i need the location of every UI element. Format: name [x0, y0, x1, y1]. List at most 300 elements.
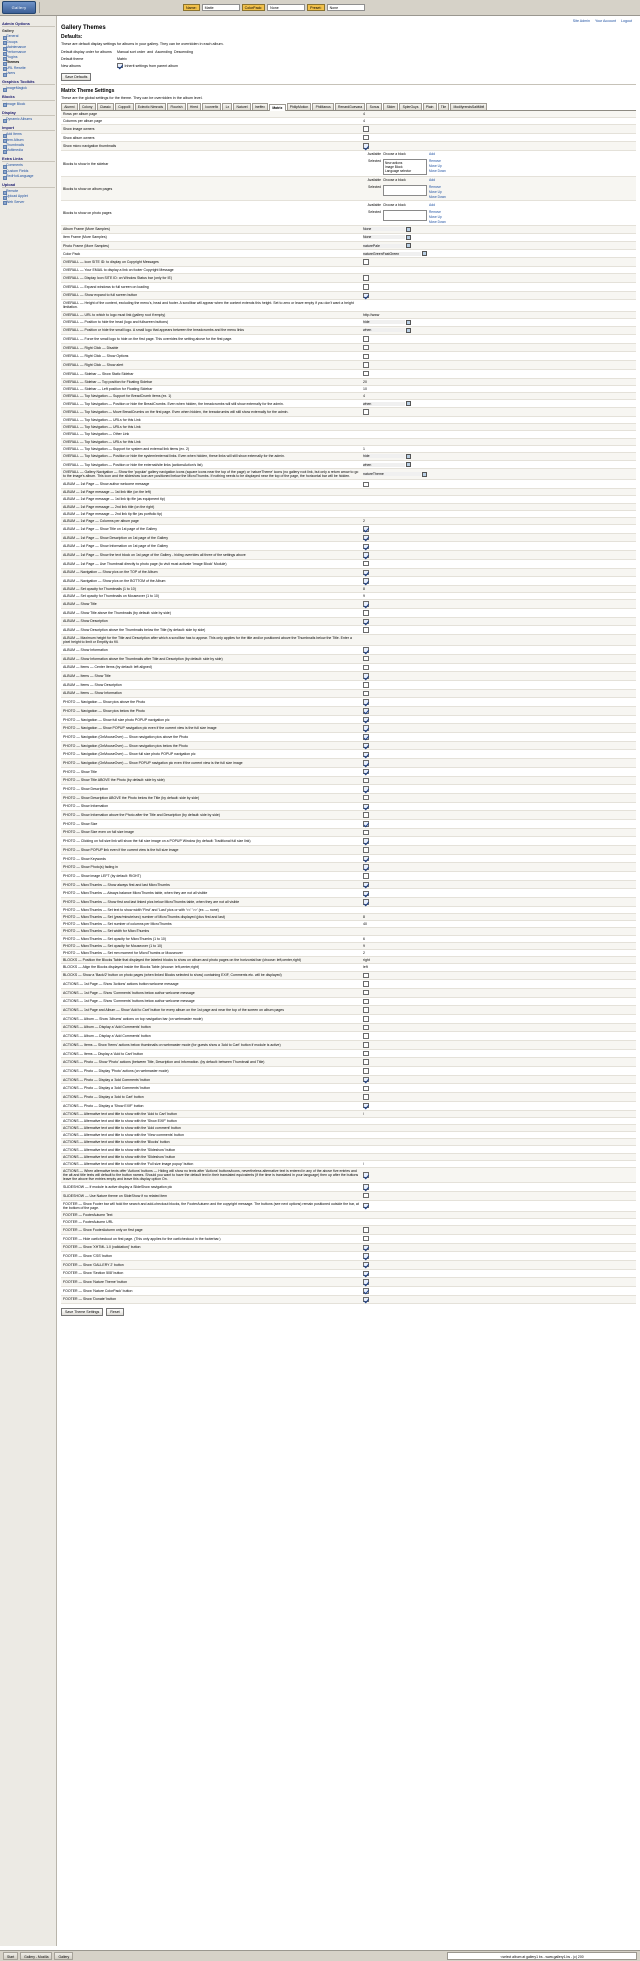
setting-text-input[interactable]: right [363, 958, 370, 963]
setting-row [61, 626, 636, 635]
block-remove-link[interactable]: Remove [429, 209, 441, 214]
tab-classic[interactable]: Classic [97, 103, 114, 110]
sidebar-heading-display: Display [2, 110, 55, 116]
setting-select[interactable]: hide [363, 320, 405, 324]
chevron-down-icon[interactable] [406, 462, 411, 467]
list-item[interactable]: Language selector [385, 169, 412, 174]
sidebar-item-redhotlanguage[interactable]: RedHotLanguage [2, 174, 55, 179]
setting-control-cell [361, 1093, 636, 1102]
setting-checkbox[interactable] [363, 284, 369, 290]
setting-row [61, 585, 636, 592]
tab-lx[interactable]: Lx [222, 103, 232, 110]
setting-checkbox[interactable] [363, 293, 369, 299]
setting-label: OVERALL — Top Navigation — URLs for this Link [61, 424, 361, 431]
setting-checkbox[interactable] [363, 552, 369, 558]
tab-eclectic-nimrods[interactable]: Eclectic Nimrods [135, 103, 167, 110]
chevron-down-icon[interactable] [406, 320, 411, 325]
setting-control-cell [361, 1295, 636, 1304]
setting-checkbox[interactable] [363, 838, 369, 844]
setting-text-input[interactable]: 20 [363, 379, 367, 384]
setting-checkbox[interactable] [363, 354, 369, 360]
sidebar-item-plugins[interactable]: Plugins [2, 55, 55, 60]
setting-text-input[interactable]: left [363, 965, 368, 970]
setting-checkbox[interactable] [363, 1193, 369, 1199]
setting-checkbox[interactable] [363, 362, 369, 368]
link-site-admin[interactable]: Site Admin [572, 19, 590, 23]
setting-text-input[interactable]: 9 [363, 594, 365, 599]
chevron-down-icon[interactable] [422, 251, 427, 256]
setting-row [61, 300, 636, 311]
setting-checkbox[interactable] [363, 578, 369, 584]
setting-row [61, 1269, 636, 1278]
setting-select[interactable]: natureGreenFastGreen [363, 252, 421, 256]
setting-checkbox[interactable] [363, 526, 369, 532]
link-your-account[interactable]: Your Account [594, 19, 616, 23]
setting-checkbox[interactable] [363, 1262, 369, 1268]
setting-control-cell [361, 1101, 636, 1110]
tab-colony[interactable]: Colony [79, 103, 96, 110]
colorpack-label: ColorPack: [242, 4, 266, 11]
sidebar-item-themes[interactable]: Themes [2, 60, 55, 65]
setting-control-cell [361, 811, 636, 820]
sidebar-item-maintenance[interactable]: Maintenance [2, 45, 55, 50]
available-blocks-select[interactable]: Choose a block [383, 152, 406, 157]
setting-checkbox[interactable] [363, 760, 369, 766]
setting-control-cell [361, 971, 636, 980]
setting-label: ACTIONS — Alternative text and title to show with the 'Add comment' button [61, 1124, 361, 1131]
setting-select[interactable]: when [363, 402, 405, 406]
block-remove-link[interactable]: Remove [429, 159, 441, 164]
taskbar-window-gallery[interactable]: Gallery [54, 1952, 73, 1960]
setting-checkbox[interactable] [363, 673, 369, 679]
setting-checkbox[interactable] [363, 610, 369, 616]
setting-checkbox[interactable] [363, 682, 369, 688]
add-block-button[interactable]: Add [429, 178, 436, 183]
block-move-down-link[interactable]: Move Down [429, 169, 446, 174]
setting-control-cell [361, 274, 636, 283]
setting-row [61, 1132, 636, 1139]
block-move-down-link[interactable]: Move Down [429, 219, 446, 224]
sidebar-item-add-items[interactable]: Add Items [2, 132, 55, 137]
setting-label: ALBUM — 1st Page message — 1st link title (on the left) [61, 489, 361, 496]
setting-text-input[interactable]: 1 [363, 446, 365, 451]
setting-row [61, 793, 636, 802]
sidebar-item-users[interactable]: Users [2, 71, 55, 76]
setting-control-cell [361, 510, 636, 517]
tab-alumni[interactable]: Alumni [61, 103, 78, 110]
setting-label: ACTIONS — Photo — Show 'Photo' actions (between Title, Description and Information. (by default: between Thumbnail and Title) [61, 1058, 361, 1067]
available-blocks-select[interactable]: Choose a block [383, 202, 406, 207]
setting-checkbox[interactable] [363, 1236, 369, 1242]
setting-control-cell [361, 1139, 636, 1146]
setting-text-input[interactable]: 9 [363, 943, 365, 948]
save-theme-settings-button[interactable]: Save Theme Settings [61, 1308, 103, 1316]
setting-checkbox[interactable] [363, 345, 369, 351]
setting-checkbox[interactable] [363, 990, 369, 996]
setting-checkbox[interactable] [363, 656, 369, 662]
setting-row [61, 551, 636, 560]
setting-control-cell [361, 416, 636, 423]
tab-plain[interactable]: Plain [423, 103, 437, 110]
tab-iconrefix[interactable]: Iconrefix [202, 103, 221, 110]
block-remove-link[interactable]: Remove [429, 185, 441, 190]
taskbar-start-button[interactable]: Start [3, 1952, 18, 1960]
setting-checkbox[interactable] [363, 259, 369, 265]
setting-label: ALBUM — Navigation — Show pics on the TOP of the Album [61, 568, 361, 577]
setting-row [61, 142, 636, 151]
setting-row [61, 1117, 636, 1124]
tab-tile[interactable]: Tile [438, 103, 450, 110]
sidebar-item-image-block[interactable]: Image Block [2, 102, 55, 107]
setting-control-cell [361, 672, 636, 681]
setting-select[interactable]: None [363, 235, 405, 239]
order-direction-ascending[interactable]: Ascending [155, 50, 172, 55]
list-item[interactable]: New actions [385, 161, 403, 166]
tab-splerguys[interactable]: SplerGuys [399, 103, 421, 110]
setting-label: SLIDESHOW — If module is active display a SlideShow navigation pic [61, 1183, 361, 1192]
setting-checkbox[interactable] [363, 981, 369, 987]
setting-checkbox[interactable] [363, 1288, 369, 1294]
block-move-up-link[interactable]: Move Up [429, 190, 442, 195]
setting-row [61, 1191, 636, 1200]
setting-checkbox[interactable] [363, 1297, 369, 1303]
setting-control-cell [361, 438, 636, 445]
setting-label: FOOTER — Hide cart/checkout on first page. (This only applies for the cart/checkout in the footerbar.) [61, 1234, 361, 1243]
setting-checkbox[interactable] [363, 691, 369, 697]
setting-checkbox[interactable] [363, 708, 369, 714]
setting-control-cell [361, 964, 636, 971]
setting-control-cell [361, 1191, 636, 1200]
setting-checkbox[interactable] [363, 1271, 369, 1277]
sidebar-item-multimedia[interactable]: Multimedia [2, 148, 55, 153]
setting-text-input[interactable]: 4 [363, 393, 365, 398]
gallery-logo: Gallery [2, 1, 36, 14]
setting-checkbox[interactable] [363, 769, 369, 775]
setting-checkbox[interactable] [363, 864, 369, 870]
setting-checkbox[interactable] [363, 1016, 369, 1022]
setting-select[interactable]: when [363, 328, 405, 332]
add-block-button[interactable]: Add [429, 202, 436, 207]
setting-row [61, 400, 636, 408]
setting-text-input[interactable]: 2 [363, 518, 365, 523]
chevron-down-icon[interactable] [422, 472, 427, 477]
sidebar-item-remote[interactable]: Remote [2, 189, 55, 194]
save-defaults-button[interactable]: Save Defaults [61, 73, 91, 81]
setting-checkbox[interactable] [363, 812, 369, 818]
setting-text-input[interactable]: 6 [363, 936, 365, 941]
setting-checkbox[interactable] [363, 699, 369, 705]
setting-control-cell [361, 741, 636, 750]
setting-checkbox[interactable] [363, 1077, 369, 1083]
setting-control-cell [361, 1160, 636, 1167]
colorpack-input[interactable]: None [267, 4, 305, 11]
chevron-down-icon[interactable] [406, 235, 411, 240]
setting-checkbox[interactable] [363, 336, 369, 342]
setting-text-input[interactable]: 40 [363, 922, 367, 927]
setting-row [61, 1211, 636, 1218]
setting-row [61, 503, 636, 510]
setting-label: ALBUM — 1st Page — Use Thumbnail directly to photo page (to visit must activate 'Image Block' Module) [61, 559, 361, 568]
list-item[interactable]: Image Block [385, 165, 403, 170]
selected-label: Selected [368, 209, 381, 214]
setting-checkbox[interactable] [363, 1094, 369, 1100]
setting-checkbox[interactable] [363, 1103, 369, 1109]
preset-input[interactable]: None [327, 4, 365, 11]
setting-checkbox[interactable] [363, 143, 369, 149]
setting-checkbox[interactable] [363, 743, 369, 749]
setting-label: OVERALL — Height of the content, excluding the menu's, head and footer. A scrollbar will appear when the content extends this height. Set to zero or leave empty if you don't want a height limitation. [61, 300, 361, 311]
setting-control-cell [361, 542, 636, 551]
add-block-button[interactable]: Add [429, 152, 436, 157]
setting-row [61, 1006, 636, 1015]
setting-label: ALBUM — 1st Page — Show author welcome message [61, 480, 361, 489]
setting-row [61, 361, 636, 370]
setting-row [61, 424, 636, 431]
block-move-up-link[interactable]: Move Up [429, 164, 442, 169]
tab-naturel[interactable]: Naturel [233, 103, 250, 110]
setting-select[interactable]: when [363, 463, 405, 467]
sidebar-item-imagemagick[interactable]: ImageMagick [2, 86, 55, 91]
setting-checkbox[interactable] [363, 1253, 369, 1259]
setting-control-cell [361, 408, 636, 417]
setting-label: Color Pack [61, 250, 361, 258]
setting-checkbox[interactable] [363, 409, 369, 415]
setting-checkbox[interactable] [363, 778, 369, 784]
setting-label: FOOTER — Show 'GALLERY 2' button [61, 1260, 361, 1269]
default-display-order-label: Default display order for albums [61, 50, 112, 55]
setting-row [61, 715, 636, 724]
setting-row [61, 593, 636, 600]
setting-checkbox[interactable] [363, 482, 369, 488]
setting-control-cell [361, 698, 636, 707]
block-move-up-link[interactable]: Move Up [429, 214, 442, 219]
tab-hired[interactable]: Hired [187, 103, 201, 110]
setting-checkbox[interactable] [363, 1068, 369, 1074]
setting-label: ACTIONS — Photo — Display a 'Add to Cart' button [61, 1093, 361, 1102]
setting-checkbox[interactable] [363, 999, 369, 1005]
default-theme-select[interactable]: Matrix [117, 56, 127, 61]
new-albums-checkbox[interactable] [117, 63, 123, 69]
setting-label: SLIDESHOW — Use Nature theme on SlideShow if no related item [61, 1191, 361, 1200]
setting-checkbox[interactable] [363, 847, 369, 853]
chevron-down-icon[interactable] [406, 227, 411, 232]
setting-text-input[interactable]: http://www [363, 312, 380, 317]
setting-checkbox[interactable] [363, 1007, 369, 1013]
setting-control-cell [361, 517, 636, 524]
setting-checkbox[interactable] [363, 544, 369, 550]
tab-slider[interactable]: Slider [383, 103, 398, 110]
selected-blocks-list[interactable] [383, 159, 427, 175]
sidebar-item-performance[interactable]: Performance [2, 50, 55, 55]
setting-checkbox[interactable] [363, 821, 369, 827]
setting-row [61, 461, 636, 469]
setting-control-cell [361, 125, 636, 134]
setting-row [61, 880, 636, 889]
setting-text-input[interactable]: 10 [363, 386, 367, 391]
setting-checkbox[interactable] [363, 1086, 369, 1092]
tab-renardguevara[interactable]: RenardGuevara [335, 103, 366, 110]
order-direction-descending[interactable]: Descending [173, 50, 193, 55]
setting-text-input[interactable]: 4 [363, 111, 365, 116]
block-move-down-link[interactable]: Move Down [429, 195, 446, 200]
blocks-selector [363, 203, 634, 224]
sidebar-item-url-rewrite[interactable]: URL Rewrite [2, 66, 55, 71]
setting-select[interactable]: hide [363, 454, 405, 458]
tab-flourish[interactable]: Flourish [167, 103, 185, 110]
tab-matrix[interactable]: Matrix [269, 104, 285, 111]
setting-checkbox[interactable] [363, 275, 369, 281]
setting-checkbox[interactable] [363, 830, 369, 836]
setting-select[interactable]: natureTheme [363, 472, 421, 476]
sidebar-item-web-server[interactable]: Web Server [2, 200, 55, 205]
setting-label: OVERALL — Force the small logo to hide on the first page. This overrides the setting above for the first page. [61, 335, 361, 344]
available-blocks-select[interactable]: Choose a block [383, 178, 406, 183]
tab-philipmotion[interactable]: PhilipMotion [287, 103, 312, 110]
setting-checkbox[interactable] [363, 873, 369, 879]
setting-checkbox[interactable] [363, 1184, 369, 1190]
setting-control-cell [361, 654, 636, 663]
chevron-down-icon[interactable] [406, 454, 411, 459]
setting-text-input[interactable]: / [363, 1111, 364, 1116]
sidebar-heading-extra-links: Extra Links [2, 156, 55, 162]
setting-checkbox[interactable] [363, 126, 369, 132]
setting-row [61, 1183, 636, 1192]
setting-select[interactable]: None [363, 227, 405, 231]
setting-checkbox[interactable] [363, 725, 369, 731]
link-logout[interactable]: Logout [621, 19, 632, 23]
tab-ineffex[interactable]: Ineffex [252, 103, 269, 110]
setting-checkbox[interactable] [363, 627, 369, 633]
sidebar-item-groups[interactable]: Groups [2, 40, 55, 45]
setting-checkbox[interactable] [363, 752, 369, 758]
setting-checkbox[interactable] [363, 535, 369, 541]
tab-coppolli[interactable]: Coppolli [115, 103, 134, 110]
divider [61, 84, 636, 85]
page-title: Gallery Themes [61, 25, 106, 31]
setting-control-cell [361, 957, 636, 964]
selected-blocks-list[interactable] [383, 210, 427, 221]
setting-checkbox[interactable] [363, 734, 369, 740]
setting-row [61, 776, 636, 785]
setting-checkbox[interactable] [363, 891, 369, 897]
sidebar-item-thumbnails[interactable]: Thumbnails [2, 143, 55, 148]
setting-checkbox[interactable] [363, 665, 369, 671]
setting-control-cell [361, 707, 636, 716]
setting-checkbox[interactable] [363, 1172, 369, 1178]
chevron-down-icon[interactable] [406, 243, 411, 248]
order-conjunction-label: and [147, 50, 154, 55]
setting-checkbox[interactable] [363, 619, 369, 625]
setting-checkbox[interactable] [363, 1051, 369, 1057]
setting-checkbox[interactable] [363, 1227, 369, 1233]
setting-row [61, 510, 636, 517]
selected-blocks-list[interactable] [383, 185, 427, 196]
setting-checkbox[interactable] [363, 856, 369, 862]
setting-row [61, 957, 636, 964]
chevron-down-icon[interactable] [406, 328, 411, 333]
setting-row [61, 431, 636, 438]
setting-control-cell [361, 496, 636, 503]
name-input[interactable]: Matte [202, 4, 240, 11]
setting-checkbox[interactable] [363, 1279, 369, 1285]
setting-label: OVERALL — Your EMAIL to display a link on footer Copyright Message [61, 267, 361, 274]
setting-checkbox[interactable] [363, 601, 369, 607]
setting-control-cell [361, 1211, 636, 1218]
setting-control-cell [361, 819, 636, 828]
setting-text-input[interactable]: 8 [363, 586, 365, 591]
default-display-order-select[interactable]: Manual sort order [117, 50, 146, 55]
taskbar-window-mozilla[interactable]: Gallery - Mozilla [20, 1952, 52, 1960]
setting-control-cell [361, 1075, 636, 1084]
setting-checkbox[interactable] [363, 1059, 369, 1065]
setting-checkbox[interactable] [363, 973, 369, 979]
setting-row [61, 1218, 636, 1225]
sidebar-item-item-album[interactable]: Item Album [2, 138, 55, 143]
setting-checkbox[interactable] [363, 135, 369, 141]
setting-text-input[interactable]: 4 [363, 118, 365, 123]
setting-checkbox[interactable] [363, 1203, 369, 1209]
setting-text-input[interactable]: 8 [363, 915, 365, 920]
setting-text-input[interactable]: 2 [363, 951, 365, 956]
taskbar [0, 1950, 640, 1961]
setting-checkbox[interactable] [363, 1042, 369, 1048]
sidebar-item-general[interactable]: General [2, 34, 55, 39]
setting-row [61, 759, 636, 768]
setting-checkbox[interactable] [363, 647, 369, 653]
setting-checkbox[interactable] [363, 1245, 369, 1251]
setting-checkbox[interactable] [363, 795, 369, 801]
setting-select[interactable]: naturePale [363, 244, 405, 248]
default-theme-label: Default theme [61, 56, 84, 61]
setting-control-cell [361, 1278, 636, 1287]
sidebar-item-dynamic-albums[interactable]: Dynamic Albums [2, 117, 55, 122]
setting-control-cell [361, 646, 636, 655]
setting-checkbox[interactable] [363, 899, 369, 905]
setting-checkbox[interactable] [363, 561, 369, 567]
setting-label: PHOTO — MicroThumbs — Set width for MicroThumbs [61, 928, 361, 935]
setting-row [61, 1032, 636, 1041]
setting-checkbox[interactable] [363, 1033, 369, 1039]
setting-text-input[interactable]: / [363, 1161, 364, 1166]
setting-control-cell [361, 177, 636, 201]
setting-label: Show image owners [61, 125, 361, 134]
setting-label: ACTIONS — Album — Display a 'Add Comments' button [61, 1023, 361, 1032]
setting-row [61, 1014, 636, 1023]
setting-control-cell [361, 1132, 636, 1139]
setting-checkbox[interactable] [363, 1025, 369, 1031]
tab-sonus[interactable]: Sonus [366, 103, 382, 110]
setting-checkbox[interactable] [363, 882, 369, 888]
sidebar-item-upload-applet[interactable]: Upload Applet [2, 194, 55, 199]
tab-modifyrendssaltmbfi[interactable]: ModifyrendsSaltMbfi [450, 103, 487, 110]
sidebar-item-comments[interactable]: Comments [2, 163, 55, 168]
setting-control-cell [361, 928, 636, 935]
setting-checkbox[interactable] [363, 570, 369, 576]
setting-checkbox[interactable] [363, 371, 369, 377]
setting-checkbox[interactable] [363, 804, 369, 810]
setting-control-cell [361, 837, 636, 846]
reset-button[interactable]: Reset [106, 1308, 123, 1316]
tab-phimanus[interactable]: PhiManus [312, 103, 333, 110]
chevron-down-icon[interactable] [406, 401, 411, 406]
setting-label: PHOTO — Show Title ABOVE the Photo (by default: side by side) [61, 776, 361, 785]
sidebar-item-custom-fields[interactable]: Custom Fields [2, 169, 55, 174]
setting-checkbox[interactable] [363, 786, 369, 792]
blocks-selector [363, 178, 634, 199]
setting-label: ACTIONS — When alternative texts offer 'Actions' buttons — Hiding will show no texts after 'Actions' buttons/icons, nevertheless alternative text is entered in any of the above five entries and the alt and title texts will default to the button names. Should you want to have the default text in their translated equivalents (if the time is translated in your language) then up after the buttons leave the above five entries empty and leave this display option On. [61, 1168, 361, 1183]
setting-checkbox[interactable] [363, 717, 369, 723]
setting-label: Photo Frame (More Samples) [61, 242, 361, 250]
